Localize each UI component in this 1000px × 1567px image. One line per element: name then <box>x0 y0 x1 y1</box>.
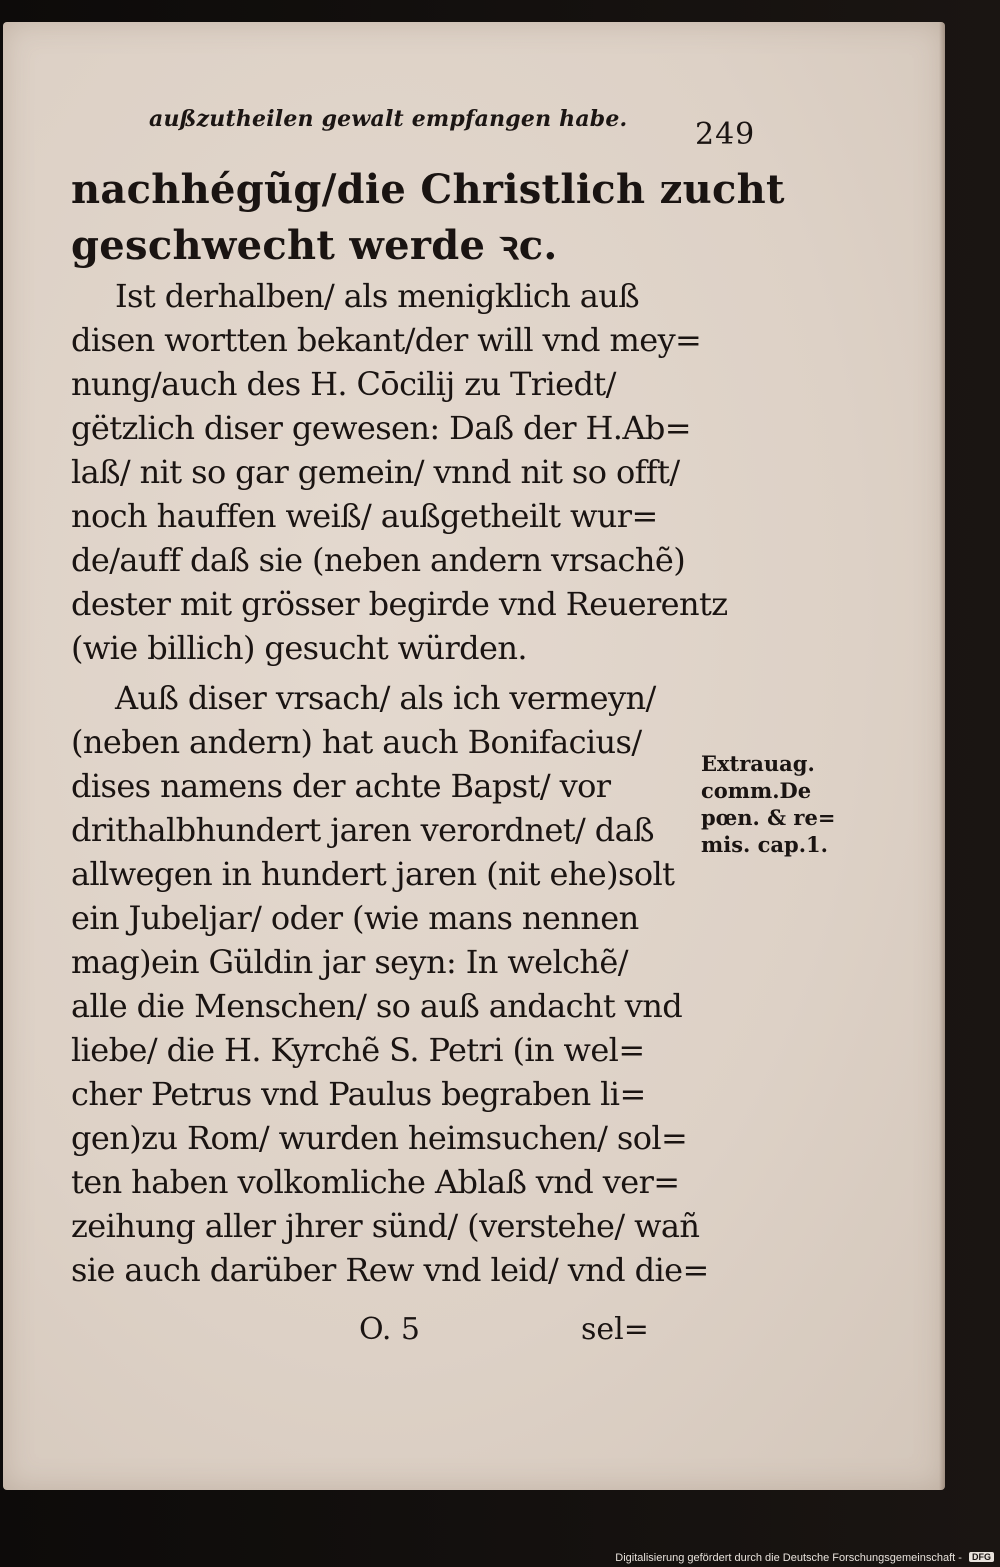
text-line: (wie billich) gesucht würden. <box>71 629 527 667</box>
text-line: drithalbhundert jaren verordnet/ daß <box>71 811 654 849</box>
text-line: laß/ nit so gar gemein/ vnnd nit so offt/ <box>71 453 680 491</box>
text-line: zeihung aller jhrer sünd/ (verstehe/ wañ <box>71 1207 700 1245</box>
heading-line: geschwecht werde ꝛc. <box>71 222 558 269</box>
paragraph-1 <box>71 274 728 670</box>
book-page <box>3 22 945 1490</box>
marginal-note <box>701 750 835 858</box>
heading-line: nachhégũg/die Christlich zucht <box>71 166 785 213</box>
text-line: liebe/ die H. Kyrchẽ S. Petri (in wel= <box>71 1031 645 1069</box>
running-head: außzutheilen gewalt empfangen habe. <box>149 106 628 132</box>
paragraph-2 <box>71 676 709 1292</box>
page-edge-shadow <box>939 22 945 1490</box>
text-line: mag)ein Güldin jar seyn: In welchẽ/ <box>71 943 628 981</box>
heading-continuation <box>71 162 785 274</box>
marginal-note-line: Extrauag. <box>701 751 815 776</box>
text-line: de/auff daß sie (neben andern vrsachẽ) <box>71 541 686 579</box>
text-line: ein Jubeljar/ oder (wie mans nennen <box>71 899 639 937</box>
text-line: dester mit grösser begirde vnd Reuerentz <box>71 585 728 623</box>
signature-mark: O. 5 <box>359 1312 420 1347</box>
digitization-credit <box>0 1552 994 1564</box>
text-line: sie auch darüber Rew vnd leid/ vnd die= <box>71 1251 709 1289</box>
marginal-note-line: pœn. & re= <box>701 805 836 830</box>
text-line: gëtzlich diser gewesen: Daß der H.Ab= <box>71 409 691 447</box>
text-line: Ist derhalben/ als menigklich auß <box>115 277 640 315</box>
text-line: ten haben volkomliche Ablaß vnd ver= <box>71 1163 680 1201</box>
text-line: alle die Menschen/ so auß andacht vnd <box>71 987 683 1025</box>
text-line: gen)zu Rom/ wurden heimsuchen/ sol= <box>71 1119 688 1157</box>
text-line: nung/auch des H. Cōcilij zu Triedt/ <box>71 365 616 403</box>
credit-text: Digitalisierung gefördert durch die Deutsche Forschungsgemeinschaft - <box>615 1552 962 1564</box>
marginal-note-line: comm.De <box>701 778 812 803</box>
text-line: dises namens der achte Bapst/ vor <box>71 767 611 805</box>
text-line: Auß diser vrsach/ als ich vermeyn/ <box>115 679 656 717</box>
text-line: allwegen in hundert jaren (nit ehe)solt <box>71 855 675 893</box>
catchword: sel= <box>581 1312 649 1347</box>
dfg-logo-icon: DFG <box>969 1552 994 1562</box>
text-line: noch hauffen weiß/ außgetheilt wur= <box>71 497 658 535</box>
text-line: disen wortten bekant/der will vnd mey= <box>71 321 702 359</box>
page-number: 249 <box>695 117 756 152</box>
marginal-note-line: mis. cap.1. <box>701 832 828 857</box>
text-line: (neben andern) hat auch Bonifacius/ <box>71 723 642 761</box>
text-line: cher Petrus vnd Paulus begraben li= <box>71 1075 646 1113</box>
page-foot <box>3 1312 703 1362</box>
